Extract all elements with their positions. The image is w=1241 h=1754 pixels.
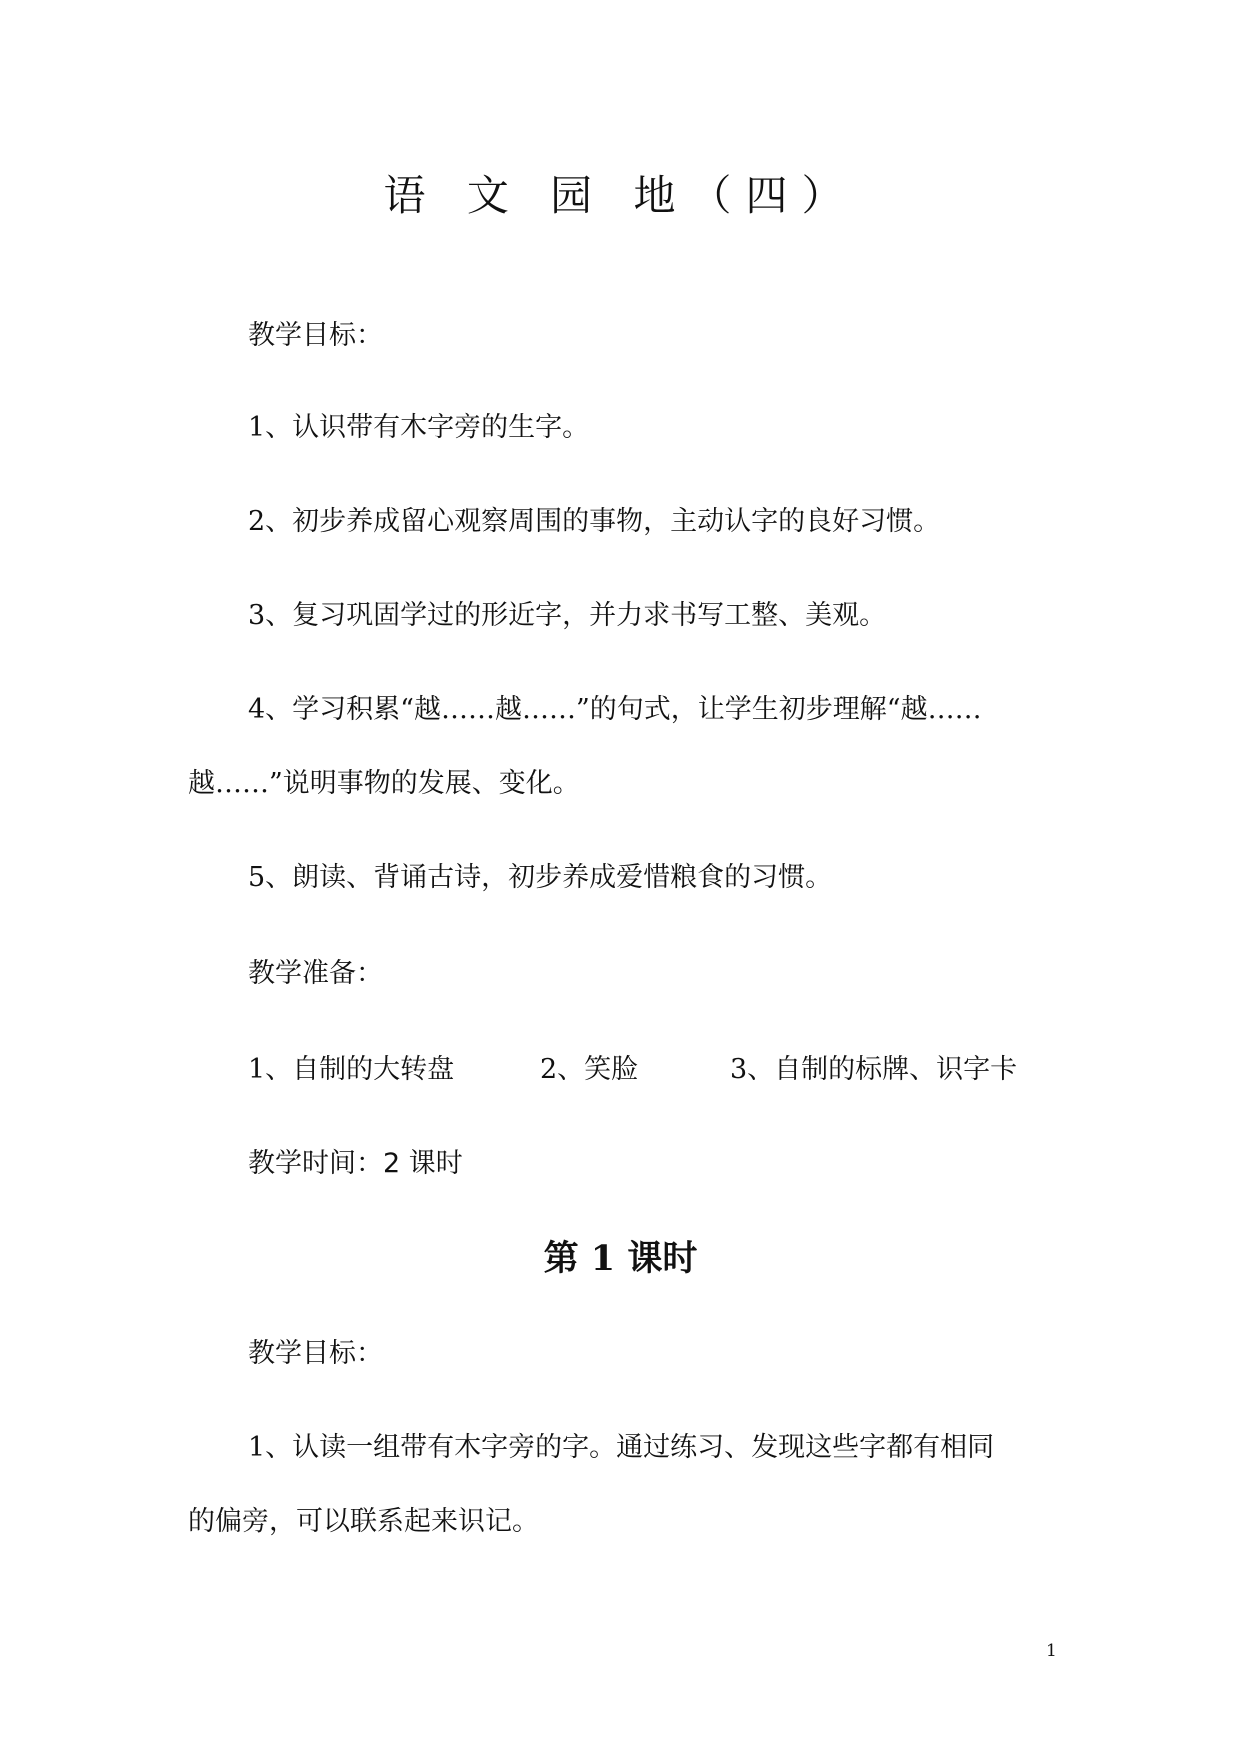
objective-item-1: 1、认识带有木字旁的生字。 <box>248 412 590 443</box>
lesson-1-title: 第 1 课时 <box>543 1238 698 1279</box>
objective-item-5: 5、朗读、背诵古诗，初步养成爱惜粮食的习惯。 <box>248 862 833 893</box>
preparation-item-3: 3、自制的标牌、识字卡 <box>730 1054 1018 1085</box>
preparation-heading: 教学准备： <box>248 958 383 989</box>
preparation-item-1: 1、自制的大转盘 <box>248 1054 455 1085</box>
teaching-time: 教学时间：2 课时 <box>248 1148 463 1179</box>
lesson-1-objective-item-1: 1、认读一组带有木字旁的字。通过练习、发现这些字都有相同 <box>248 1432 995 1463</box>
preparation-item-2: 2、笑脸 <box>540 1054 639 1085</box>
objectives-heading: 教学目标： <box>248 320 383 351</box>
objective-item-4: 4、学习积累“越……越……”的句式，让学生初步理解“越…… <box>248 694 982 725</box>
lesson-1-objective-item-1-continued: 的偏旁，可以联系起来识记。 <box>188 1506 539 1537</box>
objective-item-3: 3、复习巩固学过的形近字，并力求书写工整、美观。 <box>248 600 887 631</box>
page-number: 1 <box>1046 1641 1057 1661</box>
page-title: 语 文 园 地（四） <box>383 171 858 220</box>
objective-item-4-continued: 越……”说明事物的发展、变化。 <box>188 768 580 799</box>
objective-item-2: 2、初步养成留心观察周围的事物，主动认字的良好习惯。 <box>248 506 941 537</box>
lesson-1-objectives-heading: 教学目标： <box>248 1338 383 1369</box>
